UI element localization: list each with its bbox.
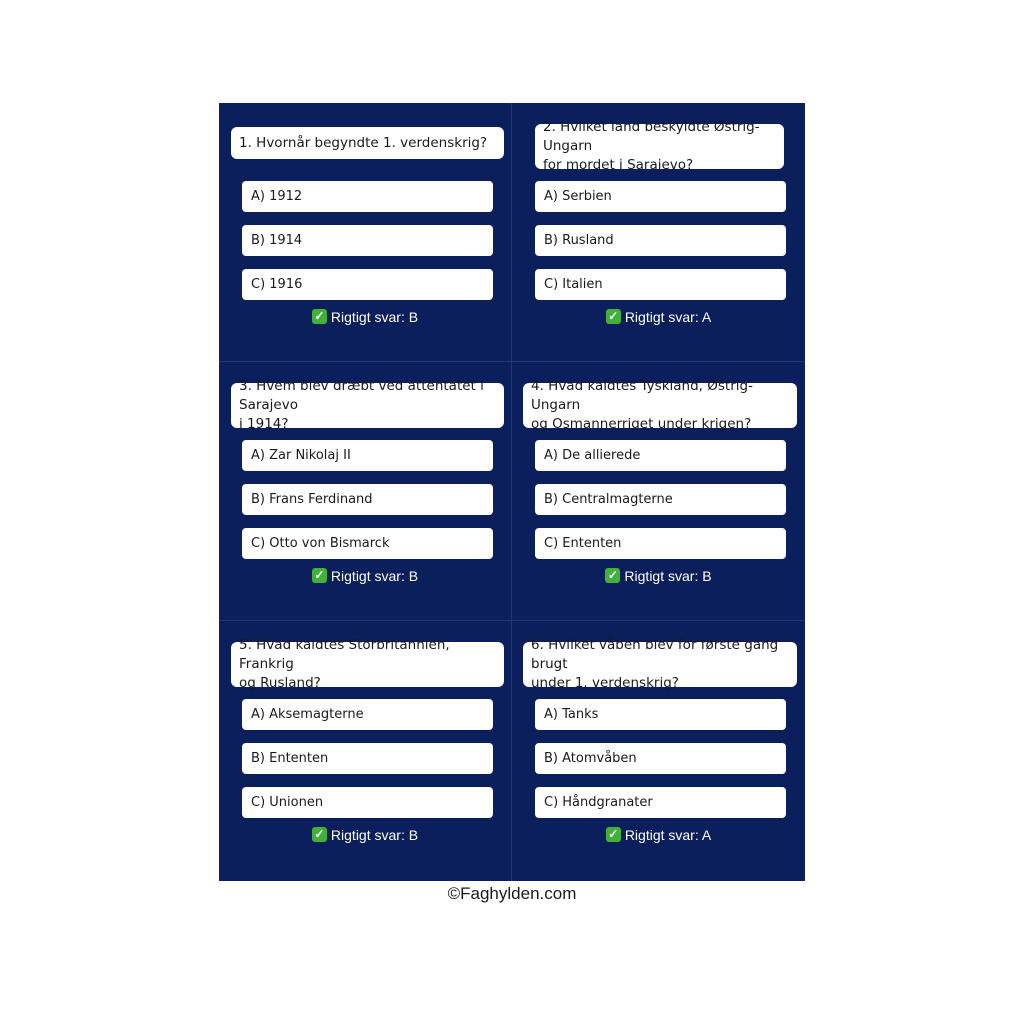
- option-c: C) Otto von Bismarck: [242, 528, 493, 559]
- question-1: 1. Hvornår begyndte 1. verdenskrig?: [231, 127, 504, 159]
- quiz-card-2: [512, 103, 805, 362]
- answer-text: Rigtigt svar: B: [624, 568, 712, 584]
- answer-text: Rigtigt svar: B: [330, 568, 419, 584]
- copyright-footer: ©Faghylden.com: [447, 884, 577, 903]
- question-5: 5. Hvad kaldtes Storbritannien, Frankrig og Rusland?: [231, 642, 504, 687]
- option-b: B) Ententen: [242, 743, 493, 774]
- correct-answer: [512, 567, 805, 585]
- correct-answer: [219, 567, 511, 585]
- option-c: C) 1916: [242, 269, 493, 300]
- check-mark-icon: ✓: [606, 309, 621, 324]
- check-mark-icon: ✓: [312, 827, 327, 842]
- answer-text: Rigtigt svar: A: [624, 827, 712, 843]
- option-c: C) Unionen: [242, 787, 493, 818]
- option-c: C) Italien: [535, 269, 786, 300]
- quiz-card-6: [512, 621, 805, 881]
- option-a: A) Tanks: [535, 699, 786, 730]
- check-mark-icon: ✓: [312, 568, 327, 583]
- answer-text: Rigtigt svar: B: [330, 309, 419, 325]
- option-c: C) Håndgranater: [535, 787, 786, 818]
- question-6: 6. Hvilket våben blev for første gang brugt under 1. verdenskrig?: [523, 642, 797, 687]
- quiz-card-1: [219, 103, 512, 362]
- check-mark-icon: ✓: [605, 568, 620, 583]
- question-3: 3. Hvem blev dræbt ved attentatet i Sarajevo i 1914?: [231, 383, 504, 428]
- check-mark-icon: ✓: [312, 309, 327, 324]
- quiz-card-3: [219, 362, 512, 621]
- option-b: B) Atomvåben: [535, 743, 786, 774]
- option-b: B) Rusland: [535, 225, 786, 256]
- question-2: 2. Hvilket land beskyldte Østrig-Ungarn for mordet i Sarajevo?: [535, 124, 784, 169]
- correct-answer: [512, 308, 805, 326]
- option-a: A) Serbien: [535, 181, 786, 212]
- question-4: 4. Hvad kaldtes Tyskland, Østrig-Ungarn og Osmannerriget under krigen?: [523, 383, 797, 428]
- option-b: B) Frans Ferdinand: [242, 484, 493, 515]
- option-a: A) De allierede: [535, 440, 786, 471]
- quiz-sheet: [219, 103, 805, 881]
- correct-answer: [512, 826, 805, 844]
- answer-text: Rigtigt svar: A: [624, 309, 712, 325]
- correct-answer: [219, 826, 511, 844]
- option-a: A) Aksemagterne: [242, 699, 493, 730]
- correct-answer: [219, 308, 511, 326]
- option-b: B) Centralmagterne: [535, 484, 786, 515]
- option-b: B) 1914: [242, 225, 493, 256]
- answer-text: Rigtigt svar: B: [330, 827, 419, 843]
- option-a: A) Zar Nikolaj II: [242, 440, 493, 471]
- option-c: C) Ententen: [535, 528, 786, 559]
- quiz-card-5: [219, 621, 512, 881]
- option-a: A) 1912: [242, 181, 493, 212]
- check-mark-icon: ✓: [606, 827, 621, 842]
- quiz-card-4: [512, 362, 805, 621]
